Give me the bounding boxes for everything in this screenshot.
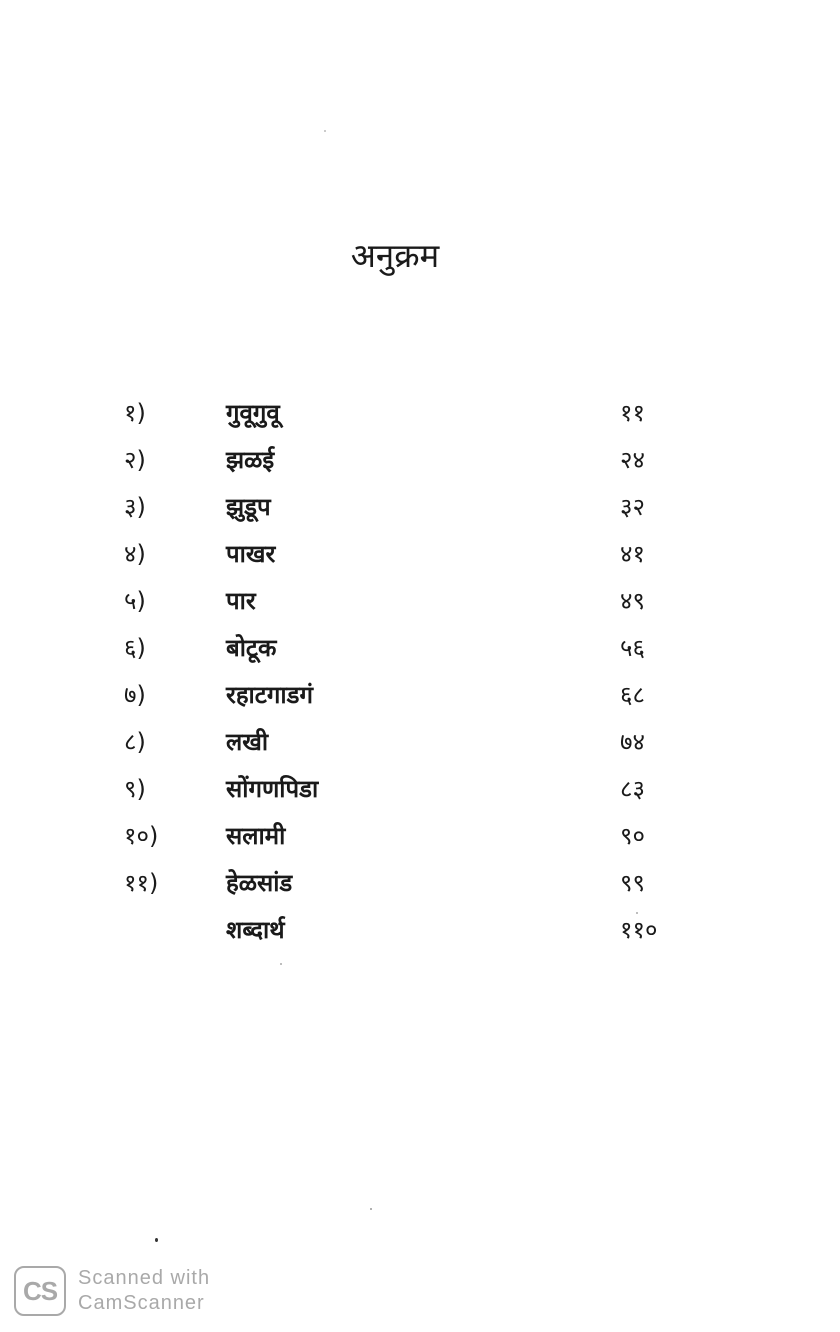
toc-entry-title: पार (226, 587, 256, 615)
toc-entry-title: लखी (226, 728, 269, 756)
toc-entry-number: ३) (124, 493, 146, 521)
toc-entry-number: ५) (124, 587, 146, 615)
scan-speck (155, 1238, 158, 1242)
toc-row (0, 531, 840, 578)
page-title: अनुक्रम (350, 236, 440, 275)
toc-entry-title: झळई (226, 446, 275, 474)
toc-row (0, 907, 840, 954)
toc-entry-page: ११० (620, 916, 658, 944)
toc-entry-number: ६) (124, 634, 146, 662)
toc-row (0, 625, 840, 672)
toc-entry-number: ८) (124, 728, 146, 756)
toc-entry-page: ४९ (620, 587, 645, 615)
toc-entry-page: ७४ (620, 728, 645, 756)
toc-row (0, 719, 840, 766)
toc-entry-title: झुडूप (226, 493, 271, 521)
toc-entry-page: ४१ (620, 540, 645, 568)
toc-entry-number: ९) (124, 775, 146, 803)
toc-entry-title: बोटूक (226, 634, 277, 662)
toc-row (0, 860, 840, 907)
toc-row (0, 437, 840, 484)
toc-entry-page: ५६ (620, 634, 645, 662)
table-of-contents (0, 390, 840, 954)
toc-entry-title: शब्दार्थ (226, 916, 285, 944)
toc-entry-title: हेळसांड (226, 869, 293, 897)
toc-row (0, 813, 840, 860)
watermark-text (78, 1266, 210, 1316)
toc-entry-page: ६८ (620, 681, 645, 709)
toc-entry-page: ३२ (620, 493, 645, 521)
toc-entry-title: सलामी (226, 822, 286, 850)
scan-speck (370, 1208, 372, 1210)
toc-entry-page: ८३ (620, 775, 645, 803)
toc-row (0, 578, 840, 625)
toc-row (0, 390, 840, 437)
watermark-line-1: Scanned with (78, 1267, 211, 1289)
toc-row (0, 484, 840, 531)
toc-row (0, 766, 840, 813)
scan-speck (636, 912, 638, 914)
scan-speck (280, 963, 282, 965)
toc-entry-page: ९९ (620, 869, 645, 897)
toc-entry-number: १०) (124, 822, 159, 850)
toc-entry-page: २४ (620, 446, 645, 474)
toc-entry-title: गुवूगुवू (226, 399, 280, 427)
toc-entry-page: ९० (620, 822, 645, 850)
toc-entry-page: ११ (620, 399, 645, 427)
toc-entry-number: ७) (124, 681, 146, 709)
scan-speck (324, 130, 326, 132)
toc-entry-title: पाखर (226, 540, 276, 568)
toc-entry-number: १) (124, 399, 146, 427)
toc-row (0, 672, 840, 719)
toc-entry-title: रहाटगाडगं (226, 681, 313, 709)
toc-entry-number: ११) (124, 869, 159, 897)
toc-entry-title: सोंगणपिडा (226, 775, 319, 803)
camscanner-watermark (14, 1265, 210, 1317)
toc-entry-number: २) (124, 446, 146, 474)
camscanner-logo-icon: CS (14, 1266, 66, 1316)
toc-entry-number: ४) (124, 540, 146, 568)
watermark-line-2: CamScanner (78, 1292, 205, 1314)
